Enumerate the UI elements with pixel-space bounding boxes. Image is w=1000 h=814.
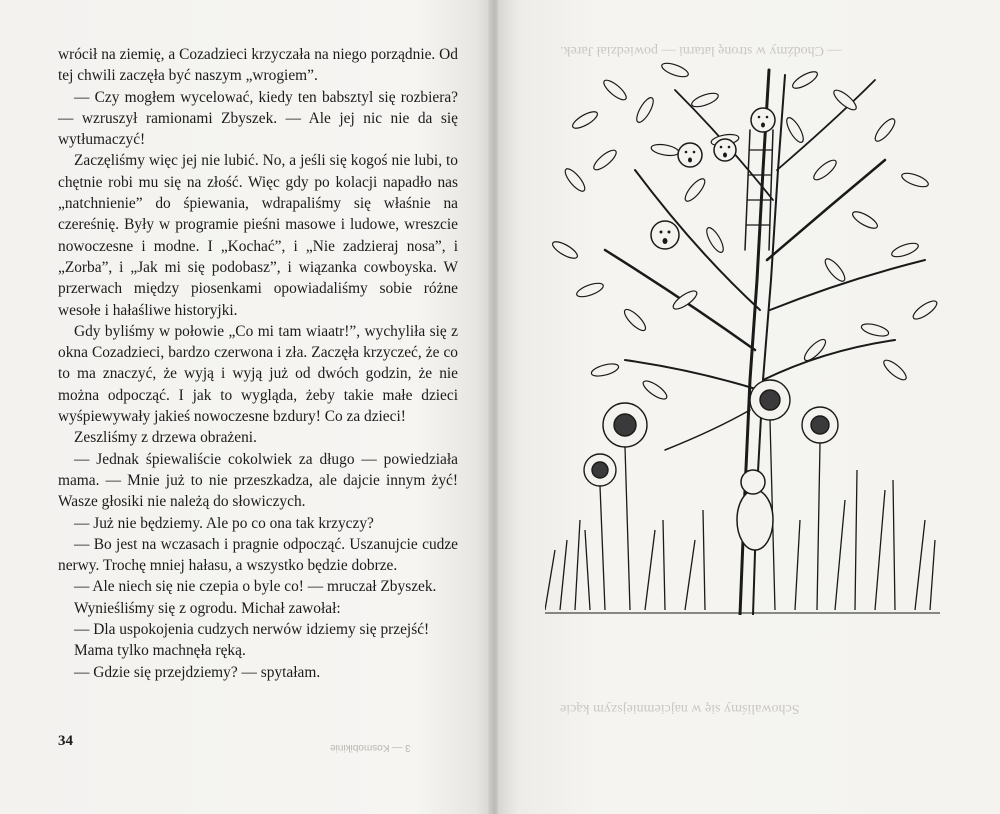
paragraph: wrócił na ziemię, a Cozadzieci krzyczała na niego porządnie. Od tej chwili zaczęła być naszym „wrogiem”. xyxy=(58,46,458,85)
paragraph: Gdy byliśmy w połowie „Co mi tam wiaatr!”, wychyliła się z okna Cozadzieci, bardzo czerwona i zła. Zaczęła krzyczeć, że co to ma znaczyć, że wyją i wyją już od dwóch godzin, że nie można odpocząć. I jak to wygląda, żeby takie małe dzieci wyśpiewywały jakieś nowoczesne bzdury! Co za dzieci! xyxy=(58,322,458,426)
paragraph: — Gdzie się przejdziemy? — spytałam. xyxy=(74,663,321,681)
paragraph: — Bo jest na wczasach i pragnie odpocząć. Uszanujcie cudze nerwy. Trochę mniej hałasu, a wszystko będzie dobrze. xyxy=(58,535,458,575)
paragraph: — Dla uspokojenia cudzych nerwów idziemy się przejść! xyxy=(74,621,430,639)
paragraph: — Czy mogłem wycelować, kiedy ten babsztyl się rozbiera? — wzruszył ramionami Zbyszek. — Ale jej nic nie da się wytłumaczyć! xyxy=(58,88,458,149)
paragraph: — Ale niech się nie czepia o byle co! — mruczał Zbyszek. xyxy=(74,578,437,596)
paragraph: Zaczęliśmy więc jej nie lubić. No, a jeśli się kogoś nie lubi, to chętnie robi mu się na złość. Więc gdy po kolacji napadło nas „natchnienie” do śpiewania, wdrapaliśmy się właśnie na czereśnię. Były w programie pieśni masowe i ludowe, wreszcie nowoczesne i modne. I „Kochać”, i „Nie zadzieraj nosa”, i „Zorba”, i „Jak mi się podobasz”, i wiązanka cowboyska. W przerwach między piosenkami opowiadaliśmy sobie różne wesołe i hałaśliwe historyjki. xyxy=(58,152,458,319)
show-through-text: Schowaliśmy się w najciemniejszym kącie xyxy=(560,701,800,716)
page-number: 34 xyxy=(58,733,73,749)
paragraph: — Jednak śpiewaliście cokolwiek za długo — powiedziała mama. — Mnie już to nie przeszkadza, ale dajcie innym żyć! Wasze głosiki nie należą do słowiczych. xyxy=(58,450,458,511)
paragraph: Wynieśliśmy się z ogrodu. Michał zawołał: xyxy=(74,599,341,617)
paragraph: Mama tylko machnęła ręką. xyxy=(74,642,246,660)
left-page xyxy=(0,0,490,814)
tree-illustration xyxy=(545,50,940,615)
paragraph: Zeszliśmy z drzewa obrażeni. xyxy=(74,429,257,447)
paragraph: — Już nie będziemy. Ale po co ona tak krzyczy? xyxy=(74,514,374,532)
show-through-text: — Chodźmy w stronę latarni — powiedział Jarek. xyxy=(560,43,842,58)
footer-mark: 3 — Kosmobikinie xyxy=(330,742,411,753)
body-text xyxy=(58,44,458,683)
